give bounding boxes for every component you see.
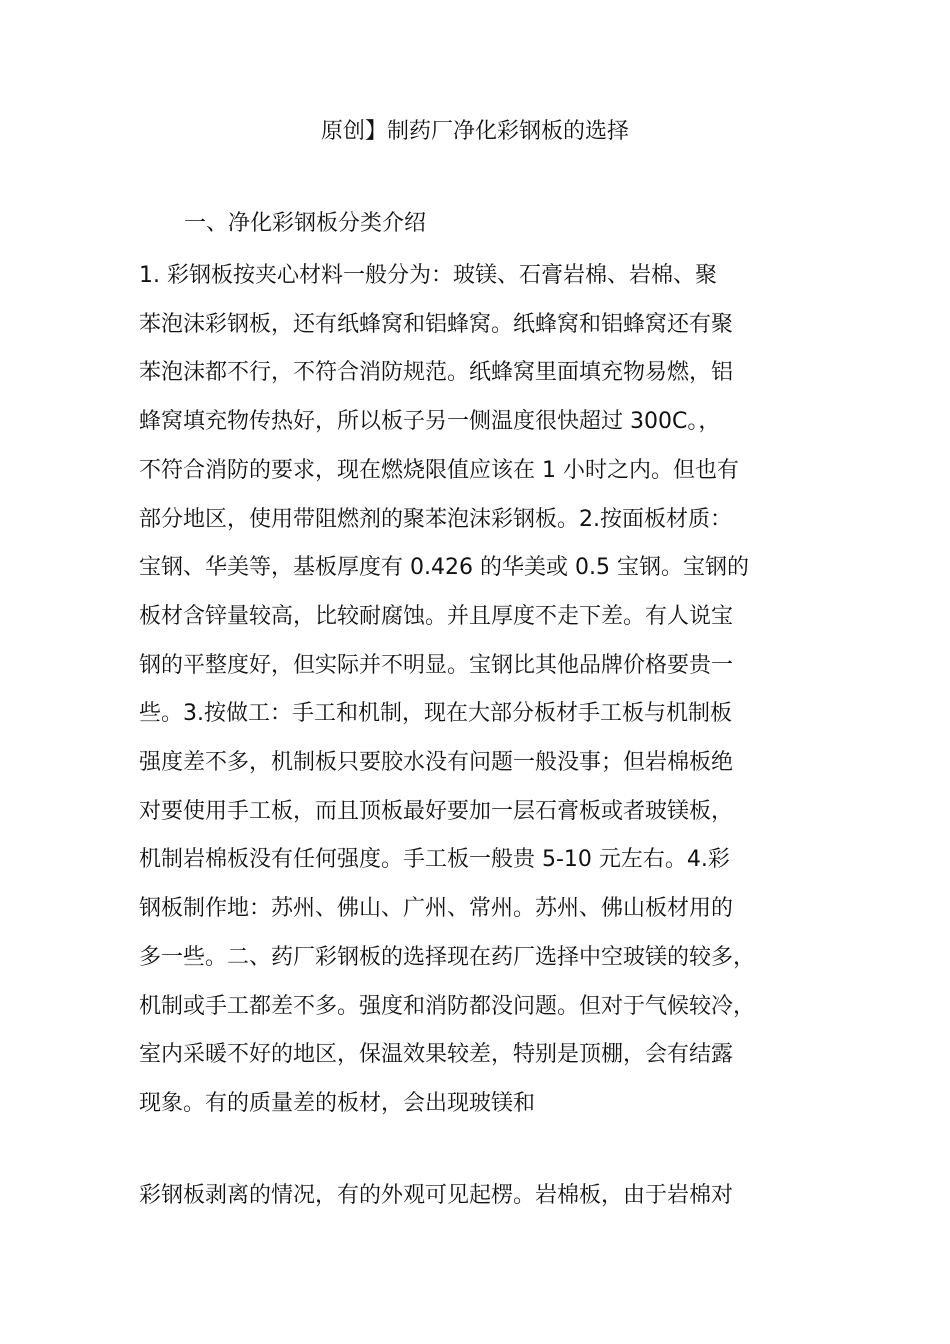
text-line: 彩钢板剥离的情况，有的外观可见起楞。岩棉板，由于岩棉对 <box>139 1183 734 1208</box>
text-line: 苯泡沫都不行，不符合消防规范。纸蜂窝里面填充物易燃，铝 <box>139 360 734 386</box>
tail-paragraph <box>139 1172 819 1221</box>
text-line: 不符合消防的要求，现在燃烧限值应该在 1 小时之内。但也有 <box>139 457 739 483</box>
text-line: 宝钢、华美等，基板厚度有 0.426 的华美或 0.5 宝钢。宝钢的 <box>139 555 749 581</box>
text-line: 强度差不多，机制板只要胶水没有问题一般没事；但岩棉板绝 <box>139 750 734 776</box>
text-line: 部分地区，使用带阻燃剂的聚苯泡沫彩钢板。2.按面板材质： <box>139 506 732 532</box>
text-line: 钢的平整度好，但实际并不明显。宝钢比其他品牌价格要贵一 <box>139 652 734 678</box>
text-line: 现象。有的质量差的板材，会出现玻镁和 <box>139 1090 536 1116</box>
text-line: 钢板制作地：苏州、佛山、广州、常州。苏州、佛山板材用的 <box>139 896 734 922</box>
text-line: 些。3.按做工：手工和机制，现在大部分板材手工板与机制板 <box>139 701 732 727</box>
text-line: 板材含锌量较高，比较耐腐蚀。并且厚度不走下差。有人说宝 <box>139 603 734 629</box>
text-line: 室内采暖不好的地区，保温效果较差，特别是顶棚，会有结露 <box>139 1042 734 1068</box>
text-line: 对要使用手工板，而且顶板最好要加一层石膏板或者玻镁板， <box>139 798 734 824</box>
text-line: 蜂窝填充物传热好，所以板子另一侧温度很快超过 300C。， <box>139 409 721 435</box>
text-line: 苯泡沫彩钢板，还有纸蜂窝和铝蜂窝。纸蜂窝和铝蜂窝还有聚 <box>139 311 734 337</box>
text-line: 多一些。二、药厂彩钢板的选择现在药厂选择中空玻镁的较多， <box>139 944 756 970</box>
text-line: 1. 彩钢板按夹心材料一般分为：玻镁、石膏岩棉、岩棉、聚 <box>139 263 717 288</box>
section-heading: 一、净化彩钢板分类介绍 <box>184 211 427 236</box>
main-paragraph <box>139 252 819 1129</box>
text-line: 机制或手工都差不多。强度和消防都没问题。但对于气候较冷， <box>139 993 756 1019</box>
document-title: 原创】制药厂净化彩钢板的选择 <box>320 119 629 144</box>
text-line: 机制岩棉板没有任何强度。手工板一般贵 5-10 元左右。4.彩 <box>139 847 730 873</box>
